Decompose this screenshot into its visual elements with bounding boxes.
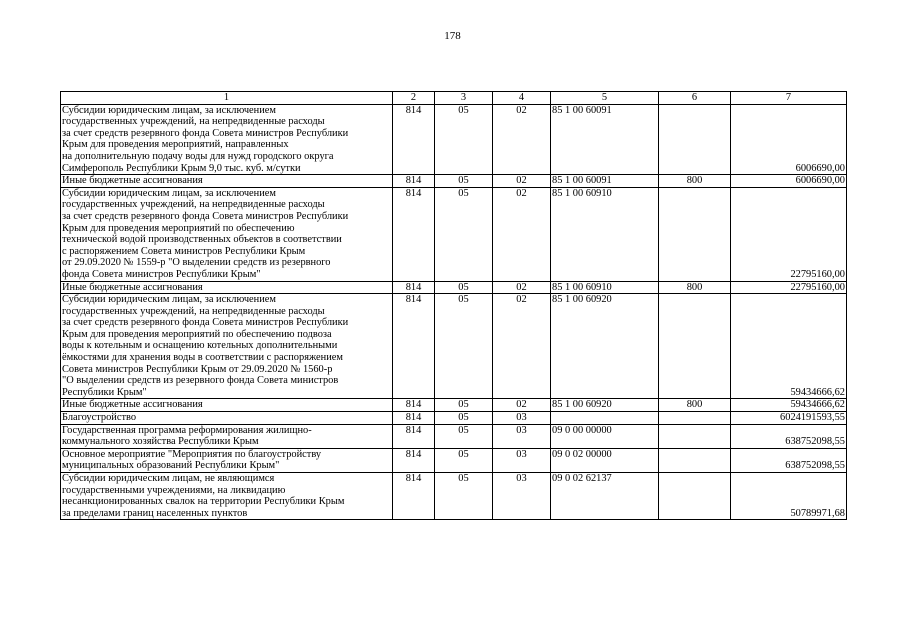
row-expense-type: 800: [659, 281, 731, 294]
table-row: [61, 448, 847, 472]
row-ministry-code: 814: [393, 473, 435, 520]
row-description: [61, 424, 393, 448]
row-target-article: 09 0 02 62137: [551, 473, 659, 520]
description-line: государственными учреждениями, на ликвидацию: [62, 484, 286, 496]
row-target-article: 85 1 00 60920: [551, 399, 659, 412]
table-header-row: [61, 92, 847, 105]
description-line: Субсидии юридическим лицам, за исключением: [62, 104, 276, 116]
row-description: [61, 412, 393, 425]
row-target-article: 85 1 00 60091: [551, 104, 659, 175]
row-ministry-code: 814: [393, 281, 435, 294]
row-expense-type: [659, 473, 731, 520]
description-line: за счет средств резервного фонда Совета министров Республики: [62, 317, 349, 329]
row-target-article: 85 1 00 60920: [551, 294, 659, 399]
row-target-article: 09 0 00 00000: [551, 424, 659, 448]
row-subsection: 03: [493, 448, 551, 472]
row-section: 05: [435, 187, 493, 281]
row-subsection: 03: [493, 412, 551, 425]
description-line: Крым для проведения мероприятий по обеспечению подвоза: [62, 328, 332, 340]
row-amount: 59434666,62: [731, 399, 847, 412]
row-description: [61, 399, 393, 412]
table-row: [61, 175, 847, 188]
column-header: 5: [551, 92, 659, 105]
description-line: от 29.09.2020 № 1559-р "О выделении средств из резервного: [62, 257, 331, 269]
description-line: технической водой производственных объектов в соответствии: [62, 234, 342, 246]
row-section: 05: [435, 175, 493, 188]
row-target-article: 85 1 00 60091: [551, 175, 659, 188]
row-expense-type: 800: [659, 399, 731, 412]
row-subsection: 02: [493, 294, 551, 399]
row-target-article: [551, 412, 659, 425]
row-section: 05: [435, 104, 493, 175]
description-line: воды к котельным и оснащению котельных дополнительными: [62, 340, 338, 352]
description-line: Иные бюджетные ассигнования: [62, 175, 203, 187]
table-row: [61, 424, 847, 448]
description-line: Крым для проведения мероприятий, направленных: [62, 139, 289, 151]
row-amount: 22795160,00: [731, 187, 847, 281]
column-header: 2: [393, 92, 435, 105]
row-section: 05: [435, 473, 493, 520]
row-amount: 6024191593,55: [731, 412, 847, 425]
row-description: [61, 294, 393, 399]
row-description: [61, 175, 393, 188]
description-line: за счет средств резервного фонда Совета министров Республики: [62, 127, 349, 139]
description-line: Республики Крым": [62, 386, 147, 398]
row-expense-type: 800: [659, 175, 731, 188]
description-line: Благоустройство: [62, 412, 137, 424]
description-line: Иные бюджетные ассигнования: [62, 399, 203, 411]
row-description: [61, 473, 393, 520]
description-line: фонда Совета министров Республики Крым": [62, 268, 261, 280]
description-line: за счет средств резервного фонда Совета министров Республики: [62, 210, 349, 222]
row-section: 05: [435, 399, 493, 412]
row-target-article: 85 1 00 60910: [551, 187, 659, 281]
row-section: 05: [435, 424, 493, 448]
row-amount: 22795160,00: [731, 281, 847, 294]
row-subsection: 03: [493, 424, 551, 448]
row-ministry-code: 814: [393, 104, 435, 175]
description-line: на дополнительную подачу воды для нужд городского округа: [62, 150, 334, 162]
table-row: [61, 294, 847, 399]
row-amount: 59434666,62: [731, 294, 847, 399]
row-expense-type: [659, 424, 731, 448]
row-expense-type: [659, 187, 731, 281]
row-subsection: 02: [493, 104, 551, 175]
table-row: [61, 187, 847, 281]
description-line: Крым для проведения мероприятий по обеспечению: [62, 222, 295, 234]
description-line: за пределами границ населенных пунктов: [62, 507, 248, 519]
row-ministry-code: 814: [393, 399, 435, 412]
row-amount: 6006690,00: [731, 104, 847, 175]
row-amount: 638752098,55: [731, 424, 847, 448]
row-ministry-code: 814: [393, 412, 435, 425]
description-line: государственных учреждений, на непредвиденные расходы: [62, 305, 325, 317]
row-subsection: 02: [493, 175, 551, 188]
row-section: 05: [435, 294, 493, 399]
row-expense-type: [659, 104, 731, 175]
row-section: 05: [435, 412, 493, 425]
column-header: 3: [435, 92, 493, 105]
row-description: [61, 448, 393, 472]
column-header: 6: [659, 92, 731, 105]
row-description: [61, 187, 393, 281]
row-target-article: 09 0 02 00000: [551, 448, 659, 472]
description-line: ёмкостями для хранения воды в соответствии с распоряжением: [62, 352, 343, 364]
row-target-article: 85 1 00 60910: [551, 281, 659, 294]
description-line: Субсидии юридическим лицам, не являющимся: [62, 473, 275, 484]
description-line: Государственная программа реформирования жилищно-: [62, 424, 312, 436]
row-ministry-code: 814: [393, 187, 435, 281]
description-line: коммунального хозяйства Республики Крым: [62, 436, 259, 448]
description-line: Субсидии юридическим лицам, за исключением: [62, 294, 276, 306]
description-line: Субсидии юридическим лицам, за исключением: [62, 187, 276, 199]
description-line: Основное мероприятие "Мероприятия по благоустройству: [62, 448, 322, 460]
row-subsection: 02: [493, 281, 551, 294]
description-line: государственных учреждений, на непредвиденные расходы: [62, 116, 325, 128]
row-description: [61, 281, 393, 294]
column-header: 7: [731, 92, 847, 105]
row-section: 05: [435, 448, 493, 472]
description-line: Совета министров Республики Крым от 29.09.2020 № 1560-р: [62, 363, 333, 375]
table-row: [61, 473, 847, 520]
column-header: 1: [61, 92, 393, 105]
row-ministry-code: 814: [393, 424, 435, 448]
row-expense-type: [659, 448, 731, 472]
row-subsection: 03: [493, 473, 551, 520]
description-line: Иные бюджетные ассигнования: [62, 281, 203, 293]
description-line: муниципальных образований Республики Крым": [62, 460, 280, 472]
row-subsection: 02: [493, 399, 551, 412]
table-row: [61, 104, 847, 175]
table-row: [61, 412, 847, 425]
row-ministry-code: 814: [393, 448, 435, 472]
row-amount: 638752098,55: [731, 448, 847, 472]
description-line: государственных учреждений, на непредвиденные расходы: [62, 199, 325, 211]
page-number: 178: [444, 30, 461, 42]
description-line: с распоряжением Совета министров Республики Крым: [62, 245, 306, 257]
row-ministry-code: 814: [393, 294, 435, 399]
description-line: "О выделении средств из резервного фонда Совета министров: [62, 375, 339, 387]
table-row: [61, 281, 847, 294]
row-expense-type: [659, 294, 731, 399]
row-subsection: 02: [493, 187, 551, 281]
column-header: 4: [493, 92, 551, 105]
row-ministry-code: 814: [393, 175, 435, 188]
row-expense-type: [659, 412, 731, 425]
row-amount: 50789971,68: [731, 473, 847, 520]
description-line: Симферополь Республики Крым 9,0 тыс. куб. м/сутки: [62, 162, 301, 174]
budget-table: [60, 91, 847, 520]
table-row: [61, 399, 847, 412]
row-description: [61, 104, 393, 175]
row-amount: 6006690,00: [731, 175, 847, 188]
row-section: 05: [435, 281, 493, 294]
description-line: несанкционированных свалок на территории Республики Крым: [62, 496, 345, 508]
